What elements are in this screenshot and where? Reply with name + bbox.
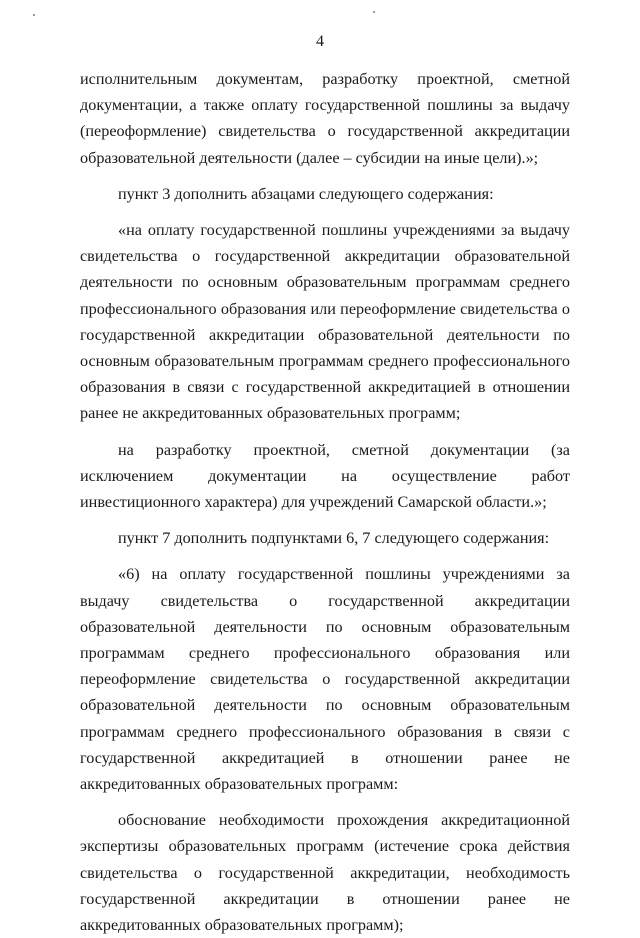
paragraph-subitem-6: «6) на оплату государственной пошлины учреждениями за выдачу свидетельства о государственной аккредитации образовательной деятельности по основным образовательным программам среднего профессионального образования или переоформление свидетельства о государственной аккредитации образовательной деятельности по основным образовательным программам среднего профессионального образования в связи с государственной аккредитацией в отношении ранее не аккредитованных образовательных программ: bbox=[80, 565, 570, 794]
scan-speck bbox=[33, 14, 35, 16]
paragraph-continuation: исполнительным документам, разработку проектной, сметной документации, а также оплату государственной пошлины за выдачу (переоформление) свидетельства о государственной аккредитации образовательной деятельности (далее – субсидии на иные цели).»; bbox=[80, 70, 570, 167]
scan-speck bbox=[373, 11, 375, 13]
paragraph-justification: обоснование необходимости прохождения аккредитационной экспертизы образовательных программ (истечение срока действия свидетельства о государственной аккредитации, необходимость государственной аккредитации в отношении ранее не аккредитованных образовательных программ); bbox=[80, 811, 570, 935]
paragraph-design-docs: на разработку проектной, сметной документации (за исключением документации на осуществление работ инвестиционного характера) для учреждений Самарской области.»; bbox=[80, 440, 570, 512]
paragraph-item-3-intro: пункт 3 дополнить абзацами следующего содержания: bbox=[118, 184, 494, 203]
document-body bbox=[80, 66, 570, 938]
page-number: 4 bbox=[316, 33, 324, 50]
paragraph-state-fee: «на оплату государственной пошлины учреждениями за выдачу свидетельства о государственной аккредитации образовательной деятельности по основным образовательным программам среднего профессионального образования или переоформление свидетельства о государственной аккредитации образовательной деятельности по основным образовательным программам среднего профессионального образования в связи с государственной аккредитацией в отношении ранее не аккредитованных образовательных программ; bbox=[80, 221, 570, 423]
paragraph-item-7-intro: пункт 7 дополнить подпунктами 6, 7 следующего содержания: bbox=[118, 529, 550, 548]
